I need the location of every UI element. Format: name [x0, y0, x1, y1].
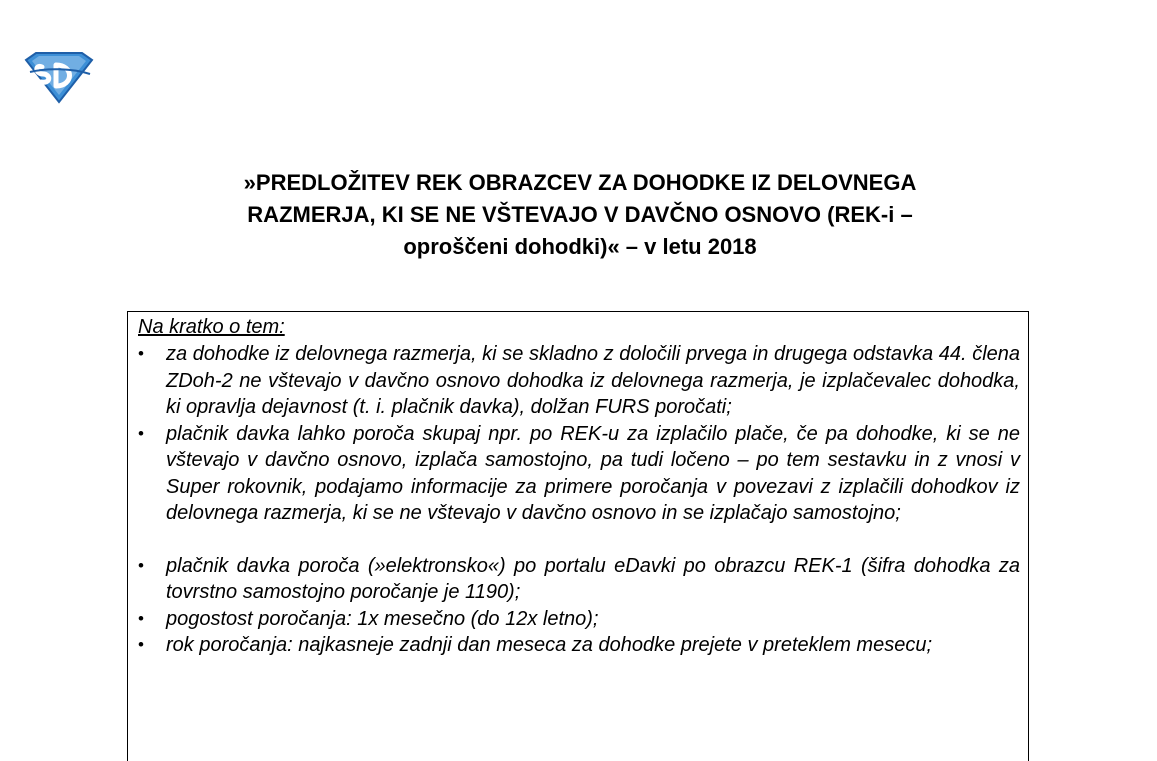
list-item-text: plačnik davka lahko poroča skupaj npr. po REK-u za izplačilo plače, če pa dohodke, ki se ne vštevajo v davčno osnovo, izplača samostojno, pa tudi ločeno – po tem sestavku in z vnosi v Super rokovnik, podajamo informacije za primere poročanja v povezavi z izplačili dohodkov iz delovnega razmerja, ki se ne vštevajo v davčno osnovo in se izplačajo samostojno; [166, 422, 1020, 524]
shield-logo-icon [22, 50, 96, 104]
bullet-icon: • [138, 555, 144, 575]
bullet-icon: • [138, 635, 144, 654]
bullet-icon: • [138, 608, 144, 628]
list-item-text: plačnik davka poroča (»elektronsko«) po portalu eDavki po obrazcu REK-1 (šifra dohodka za tovrstno samostojno poročanje je 1190); [166, 554, 1020, 603]
bullet-icon: • [138, 423, 144, 443]
list-item [138, 606, 1020, 633]
summary-heading: Na kratko o tem: [138, 316, 285, 338]
list-item-text: rok poročanja: najkasneje zadnji dan meseca za dohodke prejete v preteklem mesecu; [166, 634, 932, 656]
list-item [138, 553, 1020, 606]
title-line-1: »PREDLOŽITEV REK OBRAZCEV ZA DOHODKE IZ DELOVNEGA [243, 170, 917, 195]
logo [22, 50, 96, 104]
list-item [138, 421, 1020, 527]
summary-list [138, 341, 1020, 659]
list-item [138, 341, 1020, 421]
list-item-text: pogostost poročanja: 1x mesečno (do 12x letno); [166, 607, 599, 630]
bullet-icon: • [138, 344, 144, 363]
list-item-text: za dohodke iz delovnega razmerja, ki se skladno z določili prvega in drugega odstavka 44. člena ZDoh-2 ne vštevajo v davčno osnovo dohodka iz delovnega razmerja, je izplačevalec dohodka, ki opravlja dejavnost (t. i. plačnik davka), dolžan FURS poročati; [166, 343, 1020, 418]
title-line-2: RAZMERJA, KI SE NE VŠTEVAJO V DAVČNO OSNOVO (REK-i – [247, 202, 913, 227]
list-item [138, 632, 1020, 659]
title-line-3: oproščeni dohodki)« – v letu 2018 [403, 234, 757, 259]
document-title [130, 167, 1030, 263]
